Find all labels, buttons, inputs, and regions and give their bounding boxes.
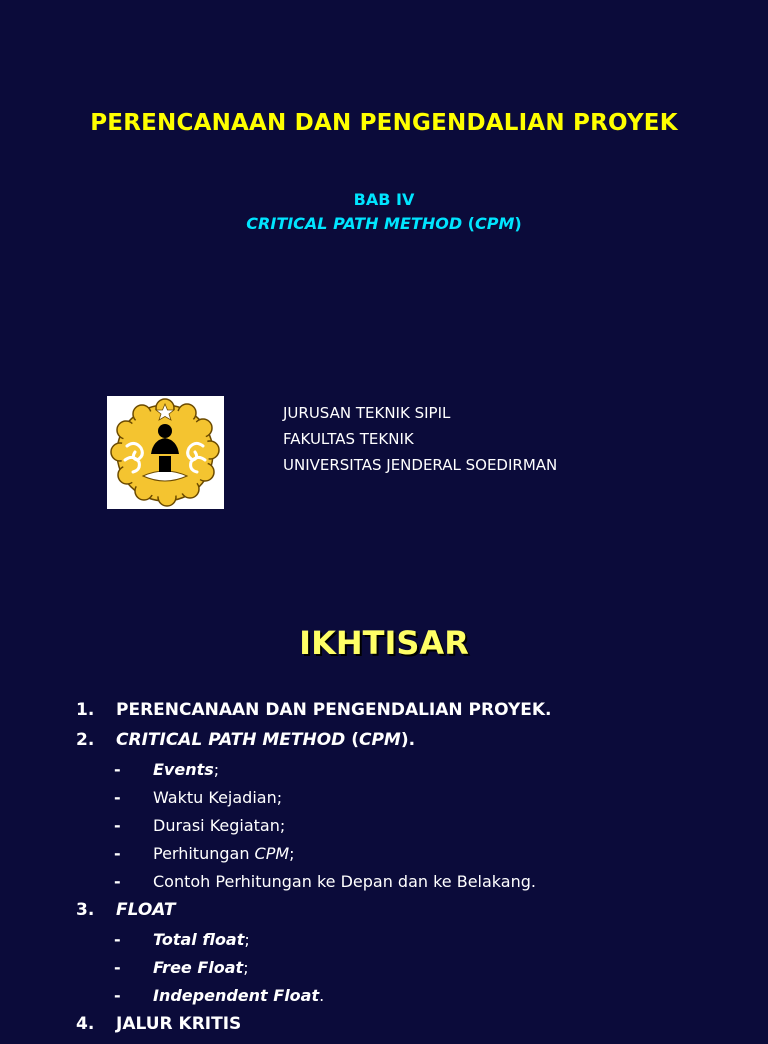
outline-list bbox=[76, 700, 756, 1044]
university-logo bbox=[107, 396, 224, 509]
sub-item-text bbox=[153, 986, 324, 1005]
sub-item-text: Durasi Kegiatan; bbox=[153, 816, 286, 835]
bullet-dash: - bbox=[114, 844, 121, 863]
sub-text-punct: ; bbox=[244, 930, 250, 949]
bullet-dash: - bbox=[114, 930, 121, 949]
item-text-abbr: CPM bbox=[359, 730, 401, 750]
sub-item bbox=[76, 844, 756, 872]
item-number: 1. bbox=[76, 700, 95, 720]
university-name: UNIVERSITAS JENDERAL SOEDIRMAN bbox=[283, 456, 558, 474]
sub-item-text bbox=[153, 760, 219, 779]
item-number: 2. bbox=[76, 730, 95, 750]
item-text bbox=[116, 730, 415, 750]
sub-item-text bbox=[153, 930, 250, 949]
subtitle-open: ( bbox=[462, 214, 475, 233]
item-number: 4. bbox=[76, 1014, 95, 1034]
bullet-dash: - bbox=[114, 986, 121, 1005]
item-text-mid: ( bbox=[345, 730, 359, 750]
sub-item bbox=[76, 816, 756, 844]
sub-text-plain: Perhitungan bbox=[153, 844, 255, 863]
slide-title: PERENCANAAN DAN PENGENDALIAN PROYEK bbox=[90, 110, 678, 136]
subtitle-italic: CRITICAL PATH METHOD bbox=[246, 214, 463, 233]
chapter-label: BAB IV bbox=[353, 190, 415, 209]
sub-item bbox=[76, 872, 756, 900]
sub-text-punct: ; bbox=[243, 958, 249, 977]
chapter-subtitle bbox=[0, 214, 768, 233]
sub-item-text bbox=[153, 958, 249, 977]
sub-item-text: Waktu Kejadian; bbox=[153, 788, 283, 807]
sub-item bbox=[76, 788, 756, 816]
sub-item bbox=[76, 930, 756, 958]
list-item bbox=[76, 900, 756, 930]
overview-slide bbox=[0, 580, 768, 1034]
sub-item-text: Contoh Perhitungan ke Depan dan ke Belakang. bbox=[153, 872, 536, 891]
sub-text-italic: CPM bbox=[254, 844, 290, 863]
bullet-dash: - bbox=[114, 872, 121, 891]
sub-item bbox=[76, 958, 756, 986]
sub-text-italic: Independent Float bbox=[153, 986, 320, 1005]
sub-text-punct: . bbox=[319, 986, 325, 1005]
item-text-italic: CRITICAL PATH METHOD bbox=[116, 730, 346, 750]
item-text-end: ). bbox=[400, 730, 416, 750]
sub-item-text bbox=[153, 844, 295, 863]
list-item bbox=[76, 730, 756, 760]
bullet-dash: - bbox=[114, 958, 121, 977]
faculty-name: FAKULTAS TEKNIK bbox=[283, 430, 414, 448]
sub-text-punct: ; bbox=[289, 844, 295, 863]
item-text: FLOAT bbox=[116, 900, 176, 920]
item-text: JALUR KRITIS bbox=[116, 1014, 242, 1034]
bullet-dash: - bbox=[114, 760, 121, 779]
sub-text-italic: Total float bbox=[153, 930, 245, 949]
subtitle-abbr: CPM bbox=[474, 214, 515, 233]
sub-text-punct: ; bbox=[213, 760, 220, 779]
sub-item bbox=[76, 760, 756, 788]
institution-block bbox=[283, 400, 557, 478]
bullet-dash: - bbox=[114, 816, 121, 835]
department-name: JURUSAN TEKNIK SIPIL bbox=[283, 404, 451, 422]
sub-text-italic: Events bbox=[153, 760, 214, 779]
item-text: PERENCANAAN DAN PENGENDALIAN PROYEK. bbox=[116, 700, 552, 720]
subtitle-close: ) bbox=[514, 214, 522, 233]
list-item bbox=[76, 1014, 756, 1044]
item-number: 3. bbox=[76, 900, 95, 920]
bullet-dash: - bbox=[114, 788, 121, 807]
sub-item bbox=[76, 986, 756, 1014]
sub-text-italic: Free Float bbox=[153, 958, 244, 977]
overview-heading: IKHTISAR bbox=[299, 624, 469, 662]
list-item bbox=[76, 700, 756, 730]
university-seal-icon bbox=[107, 396, 224, 509]
